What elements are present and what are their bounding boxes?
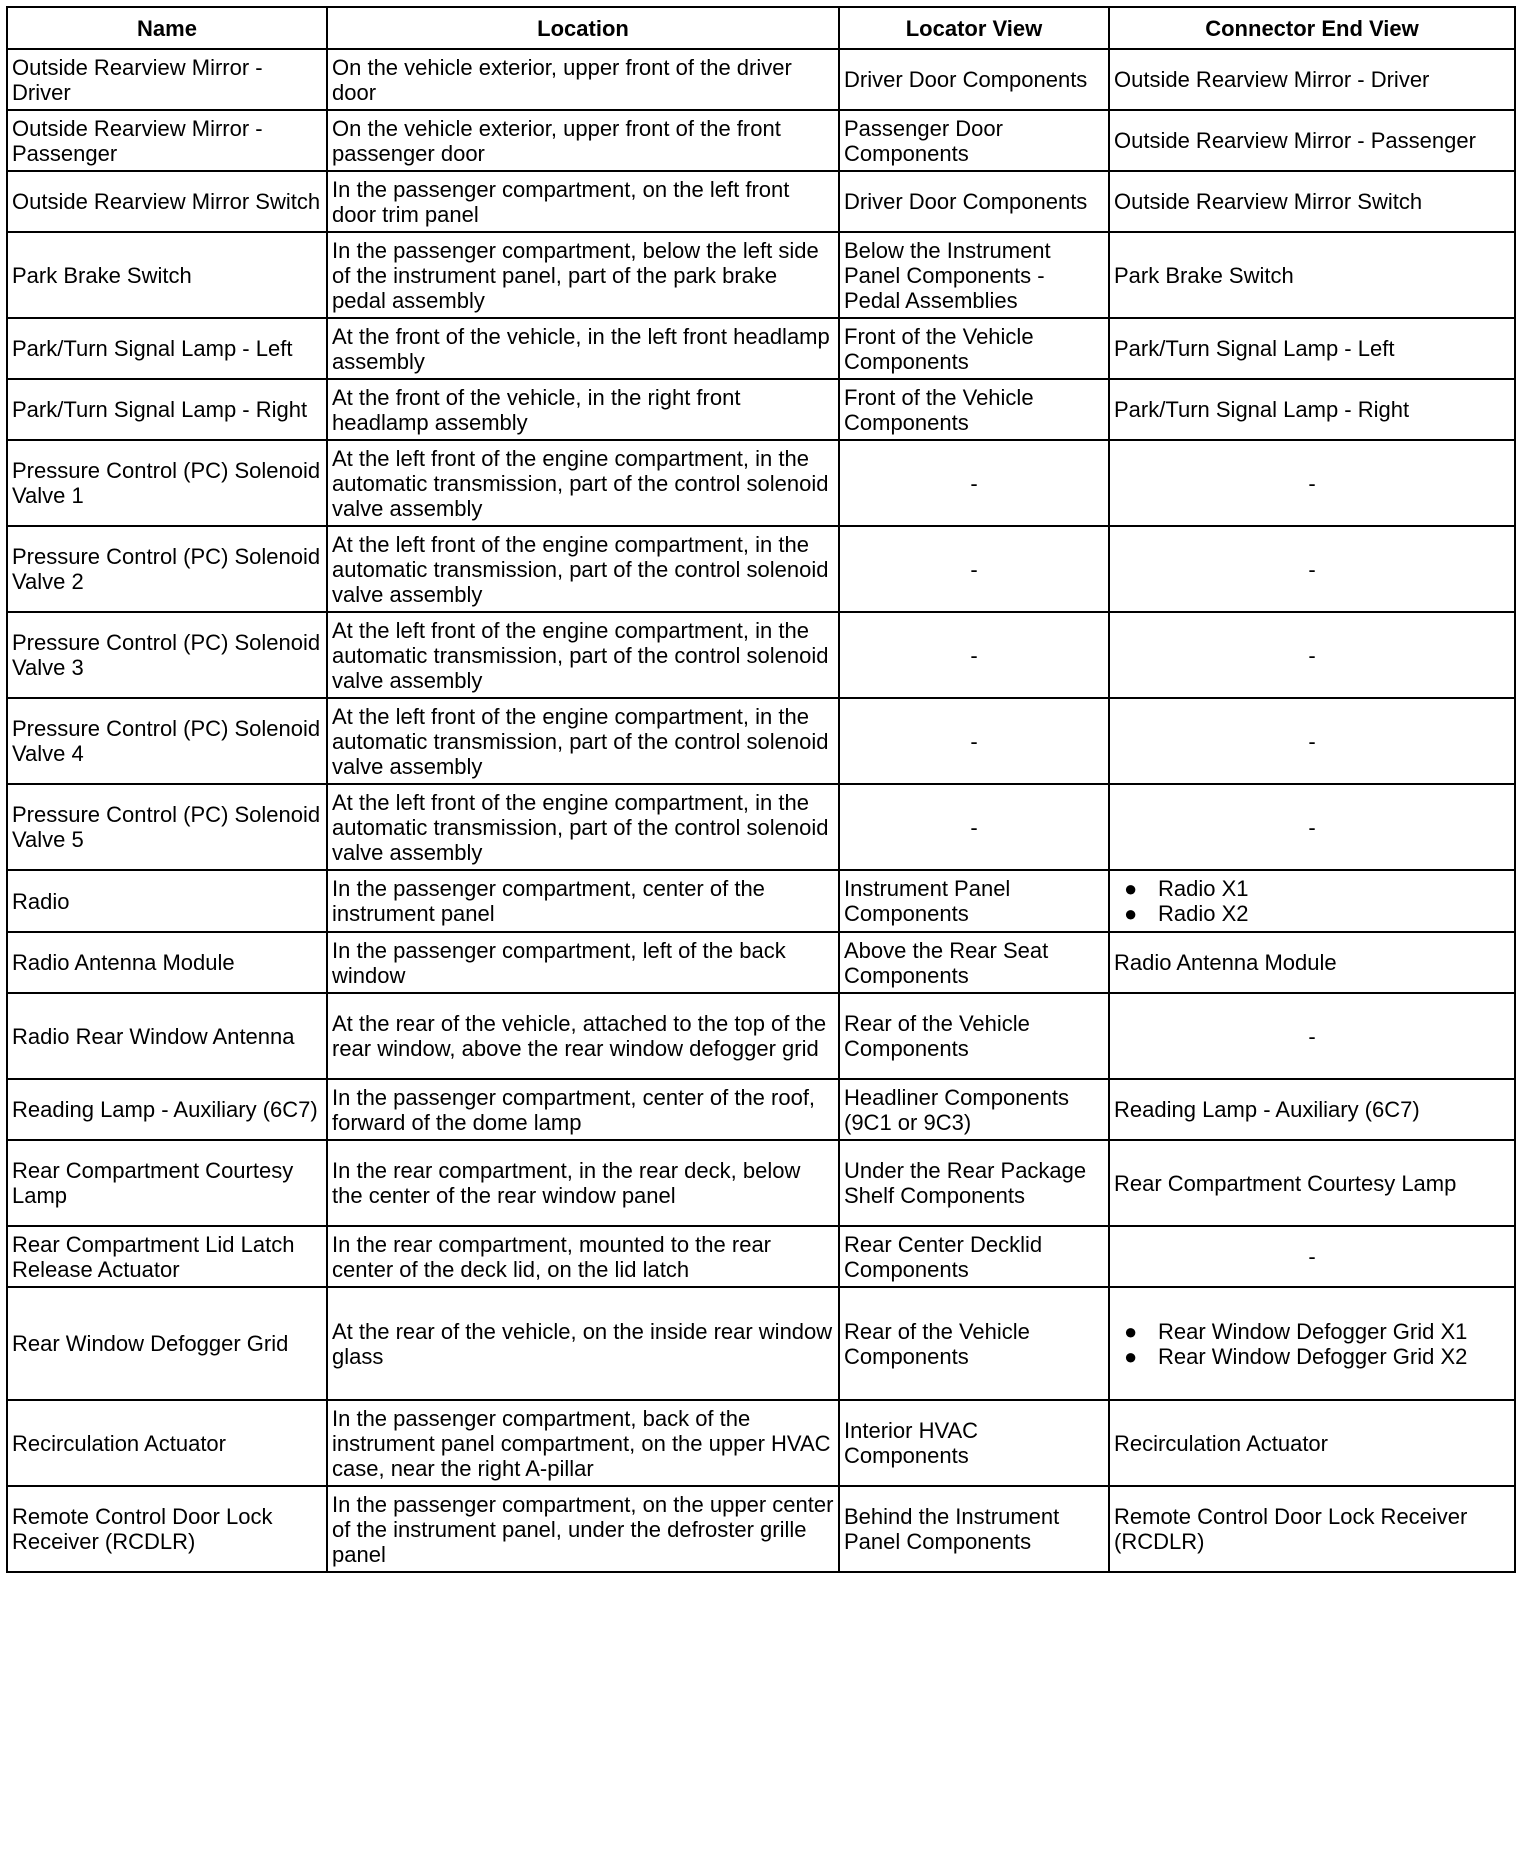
cell-location: In the rear compartment, mounted to the rear center of the deck lid, on the lid latch — [327, 1226, 839, 1287]
header-connector-end-view: Connector End View — [1109, 7, 1515, 49]
cell-name: Park/Turn Signal Lamp - Right — [7, 379, 327, 440]
cell-name: Radio Rear Window Antenna — [7, 993, 327, 1079]
cell-location: At the left front of the engine compartment, in the automatic transmission, part of the control solenoid valve assembly — [327, 612, 839, 698]
cell-locator-view: Above the Rear Seat Components — [839, 932, 1109, 993]
cell-name: Pressure Control (PC) Solenoid Valve 3 — [7, 612, 327, 698]
cell-connector-end-view: - — [1109, 440, 1515, 526]
cell-connector-end-view: - — [1109, 993, 1515, 1079]
cell-locator-view: Driver Door Components — [839, 171, 1109, 232]
cell-connector-end-view: Rear Compartment Courtesy Lamp — [1109, 1140, 1515, 1226]
table-row — [7, 440, 1515, 526]
cell-connector-end-view: Radio Antenna Module — [1109, 932, 1515, 993]
bullet-icon: ● — [1124, 901, 1138, 926]
cell-location: At the left front of the engine compartment, in the automatic transmission, part of the control solenoid valve assembly — [327, 784, 839, 870]
cell-name: Rear Compartment Courtesy Lamp — [7, 1140, 327, 1226]
connector-item-text: Radio X2 — [1158, 901, 1249, 926]
cell-name: Outside Rearview Mirror - Driver — [7, 49, 327, 110]
table-row — [7, 784, 1515, 870]
cell-name: Radio — [7, 870, 327, 932]
connector-item-text: Rear Window Defogger Grid X2 — [1158, 1343, 1468, 1369]
table-header — [7, 7, 1515, 49]
cell-location: At the left front of the engine compartment, in the automatic transmission, part of the control solenoid valve assembly — [327, 526, 839, 612]
cell-location: On the vehicle exterior, upper front of the front passenger door — [327, 110, 839, 171]
cell-connector-end-view: - — [1109, 526, 1515, 612]
table-row — [7, 1287, 1515, 1400]
cell-connector-end-view: Park Brake Switch — [1109, 232, 1515, 318]
cell-connector-end-view: Remote Control Door Lock Receiver (RCDLR) — [1109, 1486, 1515, 1572]
cell-location: In the passenger compartment, center of the roof, forward of the dome lamp — [327, 1079, 839, 1140]
bullet-icon: ● — [1124, 1318, 1138, 1344]
cell-locator-view: Front of the Vehicle Components — [839, 318, 1109, 379]
cell-locator-view: Rear of the Vehicle Components — [839, 993, 1109, 1079]
connector-item-text: Radio X1 — [1158, 876, 1249, 901]
cell-connector-end-view: Outside Rearview Mirror - Passenger — [1109, 110, 1515, 171]
table-row — [7, 526, 1515, 612]
cell-location: At the rear of the vehicle, on the inside rear window glass — [327, 1287, 839, 1400]
table-body — [7, 49, 1515, 1572]
cell-location: At the left front of the engine compartment, in the automatic transmission, part of the control solenoid valve assembly — [327, 698, 839, 784]
cell-name: Outside Rearview Mirror - Passenger — [7, 110, 327, 171]
header-location: Location — [327, 7, 839, 49]
cell-connector-end-view: Outside Rearview Mirror Switch — [1109, 171, 1515, 232]
cell-locator-view: - — [839, 440, 1109, 526]
table-row — [7, 110, 1515, 171]
component-locator-table — [6, 6, 1516, 1573]
cell-location: In the passenger compartment, left of the back window — [327, 932, 839, 993]
cell-location: In the rear compartment, in the rear deck, below the center of the rear window panel — [327, 1140, 839, 1226]
cell-name: Recirculation Actuator — [7, 1400, 327, 1486]
bullet-icon: ● — [1124, 1343, 1138, 1369]
connector-list — [1114, 876, 1510, 926]
table-row — [7, 1140, 1515, 1226]
table-row — [7, 993, 1515, 1079]
cell-locator-view: Passenger Door Components — [839, 110, 1109, 171]
cell-connector-end-view: - — [1109, 612, 1515, 698]
table-row — [7, 612, 1515, 698]
cell-locator-view: Rear Center Decklid Components — [839, 1226, 1109, 1287]
cell-name: Park Brake Switch — [7, 232, 327, 318]
list-item — [1124, 1318, 1510, 1344]
cell-locator-view: - — [839, 698, 1109, 784]
cell-location: In the passenger compartment, on the upper center of the instrument panel, under the defroster grille panel — [327, 1486, 839, 1572]
cell-locator-view: - — [839, 612, 1109, 698]
cell-locator-view: Below the Instrument Panel Components - Pedal Assemblies — [839, 232, 1109, 318]
table-row — [7, 232, 1515, 318]
cell-connector-end-view — [1109, 1287, 1515, 1400]
cell-name: Radio Antenna Module — [7, 932, 327, 993]
cell-location: At the front of the vehicle, in the left front headlamp assembly — [327, 318, 839, 379]
header-row — [7, 7, 1515, 49]
cell-locator-view: - — [839, 784, 1109, 870]
cell-location: At the rear of the vehicle, attached to the top of the rear window, above the rear window defogger grid — [327, 993, 839, 1079]
header-locator-view: Locator View — [839, 7, 1109, 49]
cell-connector-end-view — [1109, 870, 1515, 932]
cell-location: In the passenger compartment, below the left side of the instrument panel, part of the park brake pedal assembly — [327, 232, 839, 318]
cell-locator-view: Under the Rear Package Shelf Components — [839, 1140, 1109, 1226]
table-row — [7, 318, 1515, 379]
table-row — [7, 1226, 1515, 1287]
list-item — [1124, 1343, 1510, 1369]
list-item — [1124, 901, 1510, 926]
table-row — [7, 1486, 1515, 1572]
cell-connector-end-view: Park/Turn Signal Lamp - Left — [1109, 318, 1515, 379]
cell-connector-end-view: Recirculation Actuator — [1109, 1400, 1515, 1486]
cell-location: In the passenger compartment, back of the instrument panel compartment, on the upper HVAC case, near the right A-pillar — [327, 1400, 839, 1486]
component-locator-document — [6, 6, 1514, 1573]
cell-location: At the front of the vehicle, in the right front headlamp assembly — [327, 379, 839, 440]
cell-name: Pressure Control (PC) Solenoid Valve 4 — [7, 698, 327, 784]
cell-name: Pressure Control (PC) Solenoid Valve 1 — [7, 440, 327, 526]
table-row — [7, 932, 1515, 993]
cell-location: On the vehicle exterior, upper front of the driver door — [327, 49, 839, 110]
cell-location: At the left front of the engine compartment, in the automatic transmission, part of the control solenoid valve assembly — [327, 440, 839, 526]
cell-locator-view: - — [839, 526, 1109, 612]
cell-locator-view: Behind the Instrument Panel Components — [839, 1486, 1109, 1572]
cell-name: Park/Turn Signal Lamp - Left — [7, 318, 327, 379]
table-row — [7, 870, 1515, 932]
cell-locator-view: Driver Door Components — [839, 49, 1109, 110]
cell-name: Reading Lamp - Auxiliary (6C7) — [7, 1079, 327, 1140]
table-row — [7, 1079, 1515, 1140]
cell-connector-end-view: - — [1109, 784, 1515, 870]
cell-locator-view: Instrument Panel Components — [839, 870, 1109, 932]
table-row — [7, 171, 1515, 232]
cell-name: Pressure Control (PC) Solenoid Valve 5 — [7, 784, 327, 870]
cell-location: In the passenger compartment, center of the instrument panel — [327, 870, 839, 932]
cell-name: Remote Control Door Lock Receiver (RCDLR) — [7, 1486, 327, 1572]
cell-locator-view: Front of the Vehicle Components — [839, 379, 1109, 440]
cell-locator-view: Headliner Components (9C1 or 9C3) — [839, 1079, 1109, 1140]
cell-locator-view: Rear of the Vehicle Components — [839, 1287, 1109, 1400]
bullet-icon: ● — [1124, 876, 1138, 901]
cell-name: Outside Rearview Mirror Switch — [7, 171, 327, 232]
table-row — [7, 379, 1515, 440]
connector-item-text: Rear Window Defogger Grid X1 — [1158, 1318, 1468, 1344]
cell-connector-end-view: - — [1109, 698, 1515, 784]
cell-location: In the passenger compartment, on the left front door trim panel — [327, 171, 839, 232]
connector-list — [1114, 1319, 1510, 1369]
cell-name: Rear Window Defogger Grid — [7, 1287, 327, 1400]
cell-locator-view: Interior HVAC Components — [839, 1400, 1109, 1486]
list-item — [1124, 876, 1510, 901]
cell-connector-end-view: Park/Turn Signal Lamp - Right — [1109, 379, 1515, 440]
table-row — [7, 1400, 1515, 1486]
cell-connector-end-view: Outside Rearview Mirror - Driver — [1109, 49, 1515, 110]
cell-name: Pressure Control (PC) Solenoid Valve 2 — [7, 526, 327, 612]
table-row — [7, 49, 1515, 110]
cell-connector-end-view: - — [1109, 1226, 1515, 1287]
header-name: Name — [7, 7, 327, 49]
cell-connector-end-view: Reading Lamp - Auxiliary (6C7) — [1109, 1079, 1515, 1140]
table-row — [7, 698, 1515, 784]
cell-name: Rear Compartment Lid Latch Release Actuator — [7, 1226, 327, 1287]
